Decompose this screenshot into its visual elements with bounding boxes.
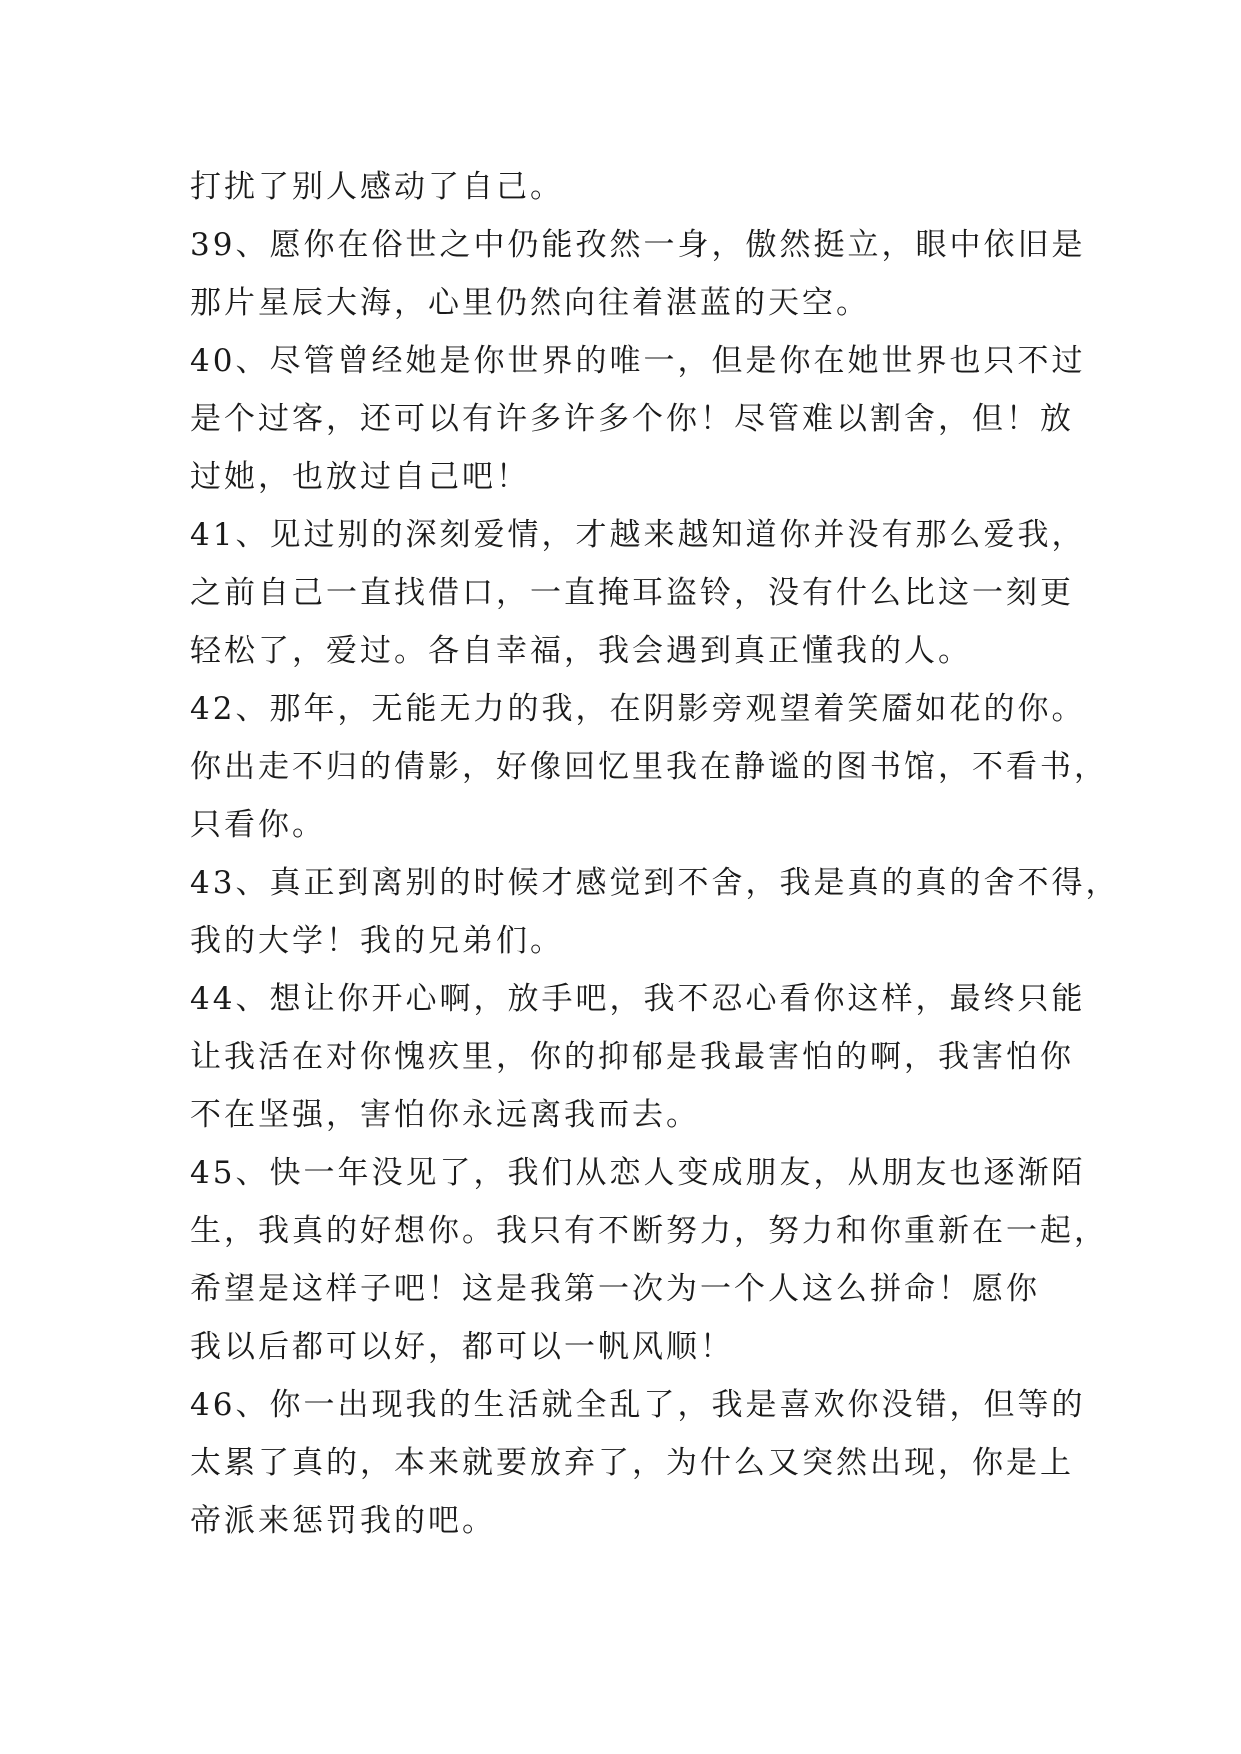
- text-line: 39、愿你在俗世之中仍能孜然一身，傲然挺立，眼中依旧是: [190, 227, 1086, 263]
- text-line: 打扰了别人感动了自己。: [190, 169, 564, 205]
- text-line: 42、那年，无能无力的我，在阴影旁观望着笑靥如花的你。: [190, 691, 1086, 727]
- text-line: 太累了真的，本来就要放弃了，为什么又突然出现，你是上: [190, 1445, 1074, 1481]
- text-line: 只看你。: [190, 807, 326, 843]
- text-line: 过她，也放过自己吧！: [190, 459, 530, 495]
- document-body: [190, 158, 1120, 1550]
- text-line: 那片星辰大海，心里仍然向往着湛蓝的天空。: [190, 285, 870, 321]
- text-line: 43、真正到离别的时候才感觉到不舍，我是真的真的舍不得，: [190, 865, 1120, 901]
- text-line: 40、尽管曾经她是你世界的唯一，但是你在她世界也只不过: [190, 343, 1086, 379]
- text-line: 我以后都可以好，都可以一帆风顺！: [190, 1329, 734, 1365]
- text-line: 帝派来惩罚我的吧。: [190, 1503, 496, 1539]
- text-line: 不在坚强，害怕你永远离我而去。: [190, 1097, 700, 1133]
- text-line: 41、见过别的深刻爱情，才越来越知道你并没有那么爱我，: [190, 517, 1086, 553]
- text-line: 让我活在对你愧疚里，你的抑郁是我最害怕的啊，我害怕你: [190, 1039, 1074, 1075]
- text-line: 希望是这样子吧！这是我第一次为一个人这么拼命！愿你: [190, 1271, 1040, 1307]
- text-line: 46、你一出现我的生活就全乱了，我是喜欢你没错，但等的: [190, 1387, 1086, 1423]
- text-line: 是个过客，还可以有许多许多个你！尽管难以割舍，但！放: [190, 401, 1074, 437]
- text-line: 你出走不归的倩影，好像回忆里我在静谧的图书馆，不看书，: [190, 749, 1108, 785]
- text-line: 生，我真的好想你。我只有不断努力，努力和你重新在一起，: [190, 1213, 1108, 1249]
- text-line: 我的大学！我的兄弟们。: [190, 923, 564, 959]
- text-line: 轻松了，爱过。各自幸福，我会遇到真正懂我的人。: [190, 633, 972, 669]
- text-line: 之前自己一直找借口，一直掩耳盗铃，没有什么比这一刻更: [190, 575, 1074, 611]
- text-line: 45、快一年没见了，我们从恋人变成朋友，从朋友也逐渐陌: [190, 1155, 1086, 1191]
- text-line: 44、想让你开心啊，放手吧，我不忍心看你这样，最终只能: [190, 981, 1086, 1017]
